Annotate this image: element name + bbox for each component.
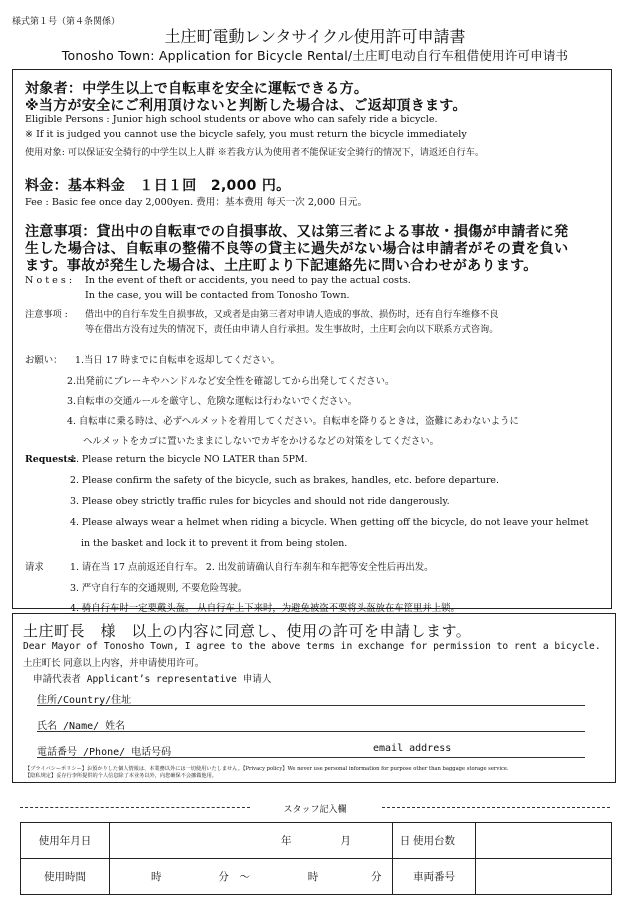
address-field[interactable] xyxy=(37,691,585,706)
notes-cn-1: 借出中的自行车发生自损事故，又或者是由第三者对申请人造成的事故、损伤时，还有自行车维修不良 xyxy=(85,309,499,320)
notes-cn-label: 注意事项 : xyxy=(25,309,68,320)
caution-line-2: 生した場合は、自転車の整備不良等の貸主に過失がない場合は申請者がその責を負い xyxy=(25,241,569,257)
eligibility-en: Eligible Persons : Junior high school students or above who can safely ride a bicycle. xyxy=(25,114,438,125)
count-field[interactable] xyxy=(476,823,612,859)
request-cn-1: 1. 请在当 17 点前返还自行车。 2. 出发前请确认自行车刹车和车把等安全性后再出发。 xyxy=(70,562,434,573)
application-statement-jp: 土庄町長 様 以上の内容に同意し、使用の許可を申請します。 xyxy=(23,622,472,640)
request-jp-4: 4. 自転車に乗る時は、必ずヘルメットを着用してください。自転車を降りるときは，盗難にあわないように xyxy=(67,416,519,427)
request-jp-2: 2.出発前にブレーキやハンドルなど安全性を確認してから出発してください。 xyxy=(67,376,395,387)
application-statement-cn: 土庄町长 同意以上内容，并申请使用许可。 xyxy=(23,658,205,669)
representative-label: 申請代表者 Applicant’s representative 申请人 xyxy=(33,674,272,685)
use-date-label: 使用年月日 xyxy=(21,823,110,859)
request-jp-4b: ヘルメットをカゴに置いたままにしないでカギをかけるなどの対策をしてください。 xyxy=(83,436,439,447)
count-label: 使用台数 xyxy=(393,823,476,859)
eligibility-en-warning: ※ If it is judged you cannot use the bicycle safely, you must return the bicycle immediately xyxy=(25,129,467,140)
email-label: email address xyxy=(373,743,452,754)
eligibility-cn: 使用对象: 可以保证安全骑行的中学生以上人群 ※若我方认为使用者不能保证安全骑行的情况下，请返还自行车。 xyxy=(25,147,485,158)
form-number: 様式第１号（第４条関係） xyxy=(12,17,121,27)
request-cn-4: 4. 骑自行车时一定要戴头盔。 从自行车上下来时，为避免被盗不要将头盔放在车筐里并上锁。 xyxy=(70,603,460,614)
phone-field[interactable] xyxy=(37,743,585,758)
caution-line-1: 注意事項：貸出中の自転車での自損事故、又は第三者による事故・損傷が申請者に発 xyxy=(25,224,569,240)
application-statement-en: Dear Mayor of Tonosho Town, I agree to the above terms in exchange for permission to rent a bicycle. xyxy=(23,641,601,652)
use-time-field[interactable]: 時 分 ～ 時 分 xyxy=(110,859,393,895)
name-label: 氏名 /Name/ 姓名 xyxy=(37,721,126,732)
page-title: 土庄町電動レンタサイクル使用許可申請書 xyxy=(164,27,466,46)
vehicle-number-field[interactable] xyxy=(476,859,612,895)
privacy-policy: 【プライバシーポリシー】お預かりした個人情報は、本業務以外には一切使用いたしません。【Privacy policy】We never use personal information for purpose other than baggage storage service. xyxy=(25,766,509,772)
requests-cn-label: 请求 xyxy=(25,562,44,573)
eligibility-heading: 対象者：中学生以上で自転車を安全に運転できる方。 xyxy=(25,81,369,97)
request-jp-1: 1.当日 17 時までに自転車を返却してください。 xyxy=(75,355,280,366)
table-row xyxy=(21,823,612,859)
application-box xyxy=(12,613,616,783)
request-cn-3: 3. 严守自行车的交通规则, 不要危险驾驶。 xyxy=(70,583,248,594)
use-date-field[interactable]: 年 月 日 xyxy=(110,823,393,859)
request-jp-3: 3.自転車の交通ルールを厳守し、危険な運転は行わないでください。 xyxy=(67,396,358,407)
notes-en-2: In the case, you will be contacted from Tonosho Town. xyxy=(85,290,350,301)
terms-box xyxy=(12,69,612,614)
request-en-2: 2. Please confirm the safety of the bicycle, such as brakes, handles, etc. before departure. xyxy=(70,475,499,486)
phone-label: 電話番号 /Phone/ 电话号码 xyxy=(37,747,172,758)
staff-section-label: スタッフ記入欄 xyxy=(283,805,347,815)
staff-section-divider xyxy=(20,802,610,816)
request-en-1: 1. Please return the bicycle NO LATER than 5PM. xyxy=(70,454,308,465)
fee-en-cn: Fee : Basic fee once day 2,000yen. 费用：基本费用 每天一次 2,000 日元。 xyxy=(25,197,368,208)
request-en-3: 3. Please obey strictly traffic rules for bicycles and should not ride dangerously. xyxy=(70,496,450,507)
fee-heading: 料金：基本料金 １日１回 2,000 円。 xyxy=(25,178,291,194)
eligibility-warning: ※当方が安全にご利用頂けないと判断した場合は、ご返却頂きます。 xyxy=(25,98,467,114)
page-subtitle: Tonosho Town: Application for Bicycle Rental/土庄町电动自行车租借使用许可申请书 xyxy=(61,48,569,63)
privacy-policy-cn: 【隐私规定】妥存行李所提供的个人信息除了本业务以外，向您确保不会挪做他用。 xyxy=(25,773,217,779)
address-label: 住所/Country/住址 xyxy=(37,695,132,706)
notes-label: N o t e s : xyxy=(25,275,73,286)
staff-table xyxy=(20,822,612,895)
notes-en-1: In the event of theft or accidents, you need to pay the actual costs. xyxy=(85,275,411,286)
vehicle-number-label: 車両番号 xyxy=(393,859,476,895)
dash-right xyxy=(382,807,610,808)
requests-en-label: Requests: xyxy=(25,454,77,465)
notes-cn-2: 等在借出方没有过失的情况下，责任由申请人自行承担。发生事故时，土庄町会向以下联系方式咨询。 xyxy=(85,324,499,335)
requests-jp-label: お願い： xyxy=(25,355,63,366)
request-en-4b: in the basket and lock it to prevent it from being stolen. xyxy=(81,538,348,549)
use-time-label: 使用時間 xyxy=(21,859,110,895)
request-en-4: 4. Please always wear a helmet when riding a bicycle. When getting off the bicycle, do not leave your helmet xyxy=(70,517,589,528)
name-field[interactable] xyxy=(37,717,585,732)
table-row xyxy=(21,859,612,895)
caution-line-3: ます。事故が発生した場合は、土庄町より下記連絡先に問い合わせがあります。 xyxy=(25,258,538,274)
